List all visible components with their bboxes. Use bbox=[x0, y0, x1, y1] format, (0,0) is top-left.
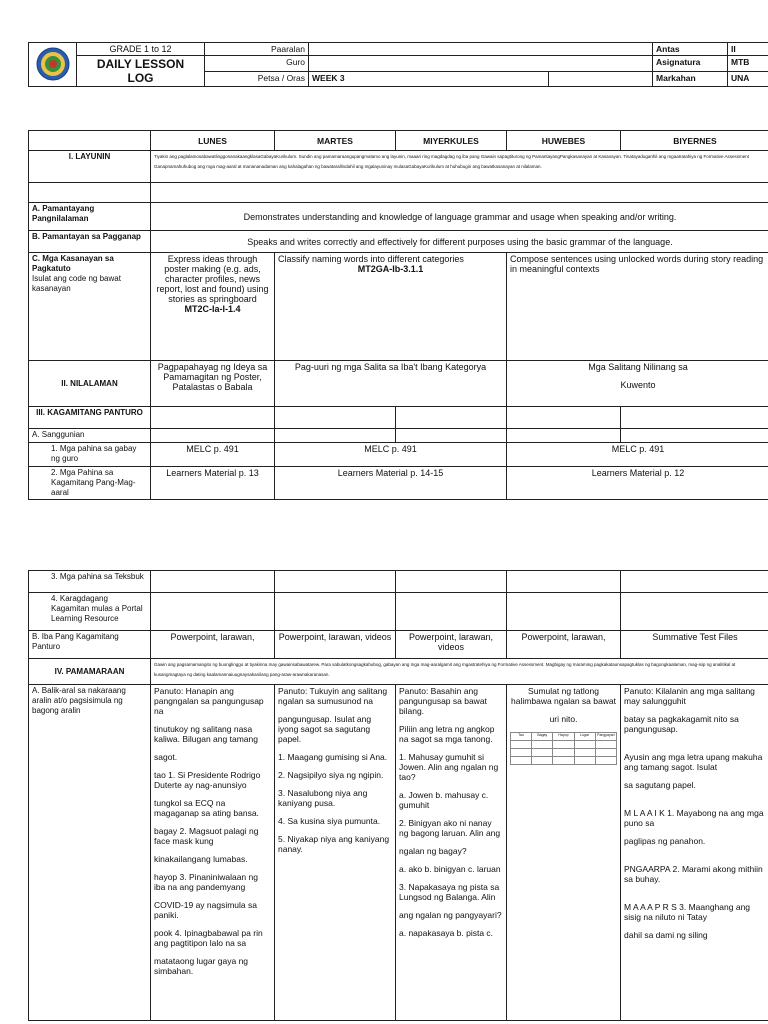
corner-cell bbox=[29, 131, 151, 151]
teacher-value[interactable] bbox=[309, 56, 653, 72]
learner-material-lunes: Learners Material p. 13 bbox=[151, 467, 275, 500]
date-label: Petsa / Oras bbox=[205, 71, 309, 87]
other-resources-label: B. Iba Pang Kagamitang Panturo bbox=[29, 631, 151, 659]
content-standard-label: A. Pamantayang Pangnilalaman bbox=[29, 203, 151, 231]
lesson-table-page1 bbox=[28, 130, 768, 500]
grade-level: GRADE 1 to 12 bbox=[77, 43, 205, 56]
procedure-text: Gawin ang pagsamamangito ng buonglinggo at tiyakinna may gawainsabawatarew. Para sabulatkongsagkahubog, gabayan ang mga mag-aaralgamit ang mgastratehiya ng Formative Assessment. Magbigay ng maraming pagkakataonsapagtuklas ng bagongkaalaman, mag-isip ng analitikal at kusangmagtaya ng dating kaalamannaiuugnaysakanilang pang-araw-arawnakaranasan. bbox=[151, 659, 768, 685]
performance-standard-label: B. Pamantayan sa Pagganap bbox=[29, 231, 151, 253]
content-label: II. NILALAMAN bbox=[29, 361, 151, 407]
teacher-guide-huwebes: MELC p. 491 bbox=[507, 443, 768, 467]
activity-miyerkules: Panuto: Basahin ang pangungusap sa bawat bilang. Piliin ang letra ng angkop na sagot sa mga tanong. 1. Mahusay gumuhit si Jowen. Alin ang ngalan ng tao? a. Jowen b. mahusay c. gumuhit 2. Binigyan ako ni nanay ng bagong laruan. Alin ang ngalan ng bagay? a. ako b. binigyan c. laruan 3. Napakasaya ng pista sa Lungsod ng Balanga. Alin ang ngalan ng pangyayari? a. napakasaya b. pista c. bbox=[396, 685, 507, 1021]
category-table: Tao Bagay Hayop Lugar Pangyayari bbox=[510, 732, 617, 765]
day-header: MIYERKULES bbox=[396, 131, 507, 151]
procedure-label: IV. PAMAMARAAN bbox=[29, 659, 151, 685]
content-lunes: Pagpapahayag ng Ideya sa Pamamagitan ng Poster, Patalastas o Babala bbox=[151, 361, 275, 407]
other-resources-huwebes: Powerpoint, larawan, bbox=[507, 631, 621, 659]
subject-value: MTB bbox=[728, 56, 768, 72]
review-label: A. Balik-aral sa nakaraang aralin at/o pagsisimula ng bagong aralin bbox=[29, 685, 151, 1021]
competency-huwebes: Compose sentences using unlocked words during story reading in meaningful contexts bbox=[507, 253, 768, 361]
day-header: MARTES bbox=[275, 131, 396, 151]
header-table bbox=[28, 42, 768, 87]
learner-material-martes: Learners Material p. 14-15 bbox=[275, 467, 507, 500]
learner-material-huwebes: Learners Material p. 12 bbox=[507, 467, 768, 500]
activity-martes: Panuto: Tukuyin ang salitang ngalan sa sumusunod na pangungusap. Isulat ang iyong sagot sa sagutang papel. 1. Maagang gumising si Ana. 2. Nagsipilyo siya ng ngipin. 3. Nasalubong niya ang kaniyang pusa. 4. Sa kusina siya pumunta. 5. Niyakap niya ang kaniyang nanay. bbox=[275, 685, 396, 1021]
spacer-cell bbox=[151, 183, 768, 203]
level-label: Antas bbox=[653, 43, 728, 56]
document-title: DAILY LESSON LOG bbox=[77, 56, 205, 87]
content-martes: Pag-uuri ng mga Salita sa Iba't Ibang Kategorya bbox=[275, 361, 507, 407]
teacher-guide-label: 1. Mga pahina sa gabay ng guro bbox=[29, 443, 151, 467]
date-value: WEEK 3 bbox=[309, 71, 549, 87]
other-resources-biyernes: Summative Test Files bbox=[621, 631, 768, 659]
activity-biyernes: Panuto: Kilalanin ang mga salitang may salungguhit batay sa pagkakagamit nito sa pangungusap. Ayusin ang mga letra upang makuha ang tamang sagot. Isulat sa sagutang papel. M L A A I K 1. Mayabong na ang mga puno sa paglipas ng panahon. PNGAARPA 2. Marami akong mithiin sa buhay. M A A A P R S 3. Maanghang ang sisig na niluto ni Tatay dahil sa dami ng siling bbox=[621, 685, 768, 1021]
content-standard-text: Demonstrates understanding and knowledge of language grammar and usage when speaking and/or writing. bbox=[151, 203, 768, 231]
day-header: HUWEBES bbox=[507, 131, 621, 151]
learning-resource-label: 4. Karagdagang Kagamitan mulas a Portal Learning Resource bbox=[29, 593, 151, 631]
textbook-label: 3. Mga pahina sa Teksbuk bbox=[29, 571, 151, 593]
activity-lunes: Panuto: Hanapin ang pangngalan sa pangungusap na tinutukoy ng salitang nasa kaliwa. Bilugan ang tamang sagot. tao 1. Si Presidente Rodrigo Duterte ay nag-anunsiyo tungkol sa ECQ na magaganap sa ating bansa. bagay 2. Magsuot palagi ng face mask kung kinakailangang lumabas. hayop 3. Pinaniniwalaan ng iba na ang pandemyang COVID-19 ay nagsimula sa paniki. pook 4. Ipinagbabawal pa rin ang pagtitipon lalo na sa matataong lugar gaya ng simbahan. bbox=[151, 685, 275, 1021]
subject-label: Asignatura bbox=[653, 56, 728, 72]
day-header: BIYERNES bbox=[621, 131, 768, 151]
deped-seal-icon bbox=[35, 46, 71, 82]
day-header: LUNES bbox=[151, 131, 275, 151]
level-value: II bbox=[728, 43, 768, 56]
quarter-label: Markahan bbox=[653, 71, 728, 87]
school-label: Paaralan bbox=[205, 43, 309, 56]
learner-material-label: 2. Mga Pahina sa Kagamitang Pang-Mag-aaral bbox=[29, 467, 151, 500]
other-resources-miyerkules: Powerpoint, larawan, videos bbox=[396, 631, 507, 659]
objectives-label: I. LAYUNIN bbox=[29, 151, 151, 183]
quarter-value: UNA bbox=[728, 71, 768, 87]
competency-label: C. Mga Kasanayan sa Pagkatuto Isulat ang code ng bawat kasanayan bbox=[29, 253, 151, 361]
resources-label: III. KAGAMITANG PANTURO bbox=[29, 407, 151, 429]
competency-martes: Classify naming words into different categories MT2GA-Ib-3.1.1 bbox=[275, 253, 507, 361]
content-huwebes: Mga Salitang Nilinang sa Kuwento bbox=[507, 361, 768, 407]
performance-standard-text: Speaks and writes correctly and effectively for different purposes using the basic grammar of the language. bbox=[151, 231, 768, 253]
spacer-label bbox=[29, 183, 151, 203]
school-seal bbox=[29, 43, 77, 87]
school-value[interactable] bbox=[309, 43, 653, 56]
other-resources-martes: Powerpoint, larawan, videos bbox=[275, 631, 396, 659]
activity-huwebes: Sumulat ng tatlong halimbawa ngalan sa bawat uri nito. Tao Bagay Hayop Lugar Pangyayari bbox=[507, 685, 621, 1021]
objectives-text: Tiyakin ang paglalamosabawatlinggonanakaangklasaGabayaKurikulum. Sundin ang pamamaraangupangmatamo ang layunin, maaari ring magdagdag ng iba pang Gawain sapagtiturong ng PamantayangPangkasanayan at Kasanayan. Tinatayaduganhil ang mgaatratahiya ng Formative Assessment Ganapnamahuhubog ang mga mag-aaral at manananadaman ang kahalagahan ng bawatarallindahil ang mgalayuninay mulasaGabayaKurikulum at huhubugin ang bawatkasanayan at nilalaman. bbox=[151, 151, 768, 183]
other-resources-lunes: Powerpoint, larawan, bbox=[151, 631, 275, 659]
lesson-table-page2 bbox=[28, 570, 768, 1021]
teacher-guide-martes: MELC p. 491 bbox=[275, 443, 507, 467]
teacher-guide-lunes: MELC p. 491 bbox=[151, 443, 275, 467]
competency-lunes: Express ideas through poster making (e.g. ads, character profiles, news report, lost and found) using stories as springboard MT2C-Ia-I-1.4 bbox=[151, 253, 275, 361]
teacher-label: Guro bbox=[205, 56, 309, 72]
date-extra bbox=[549, 71, 653, 87]
references-label: A. Sanggunian bbox=[29, 429, 151, 443]
